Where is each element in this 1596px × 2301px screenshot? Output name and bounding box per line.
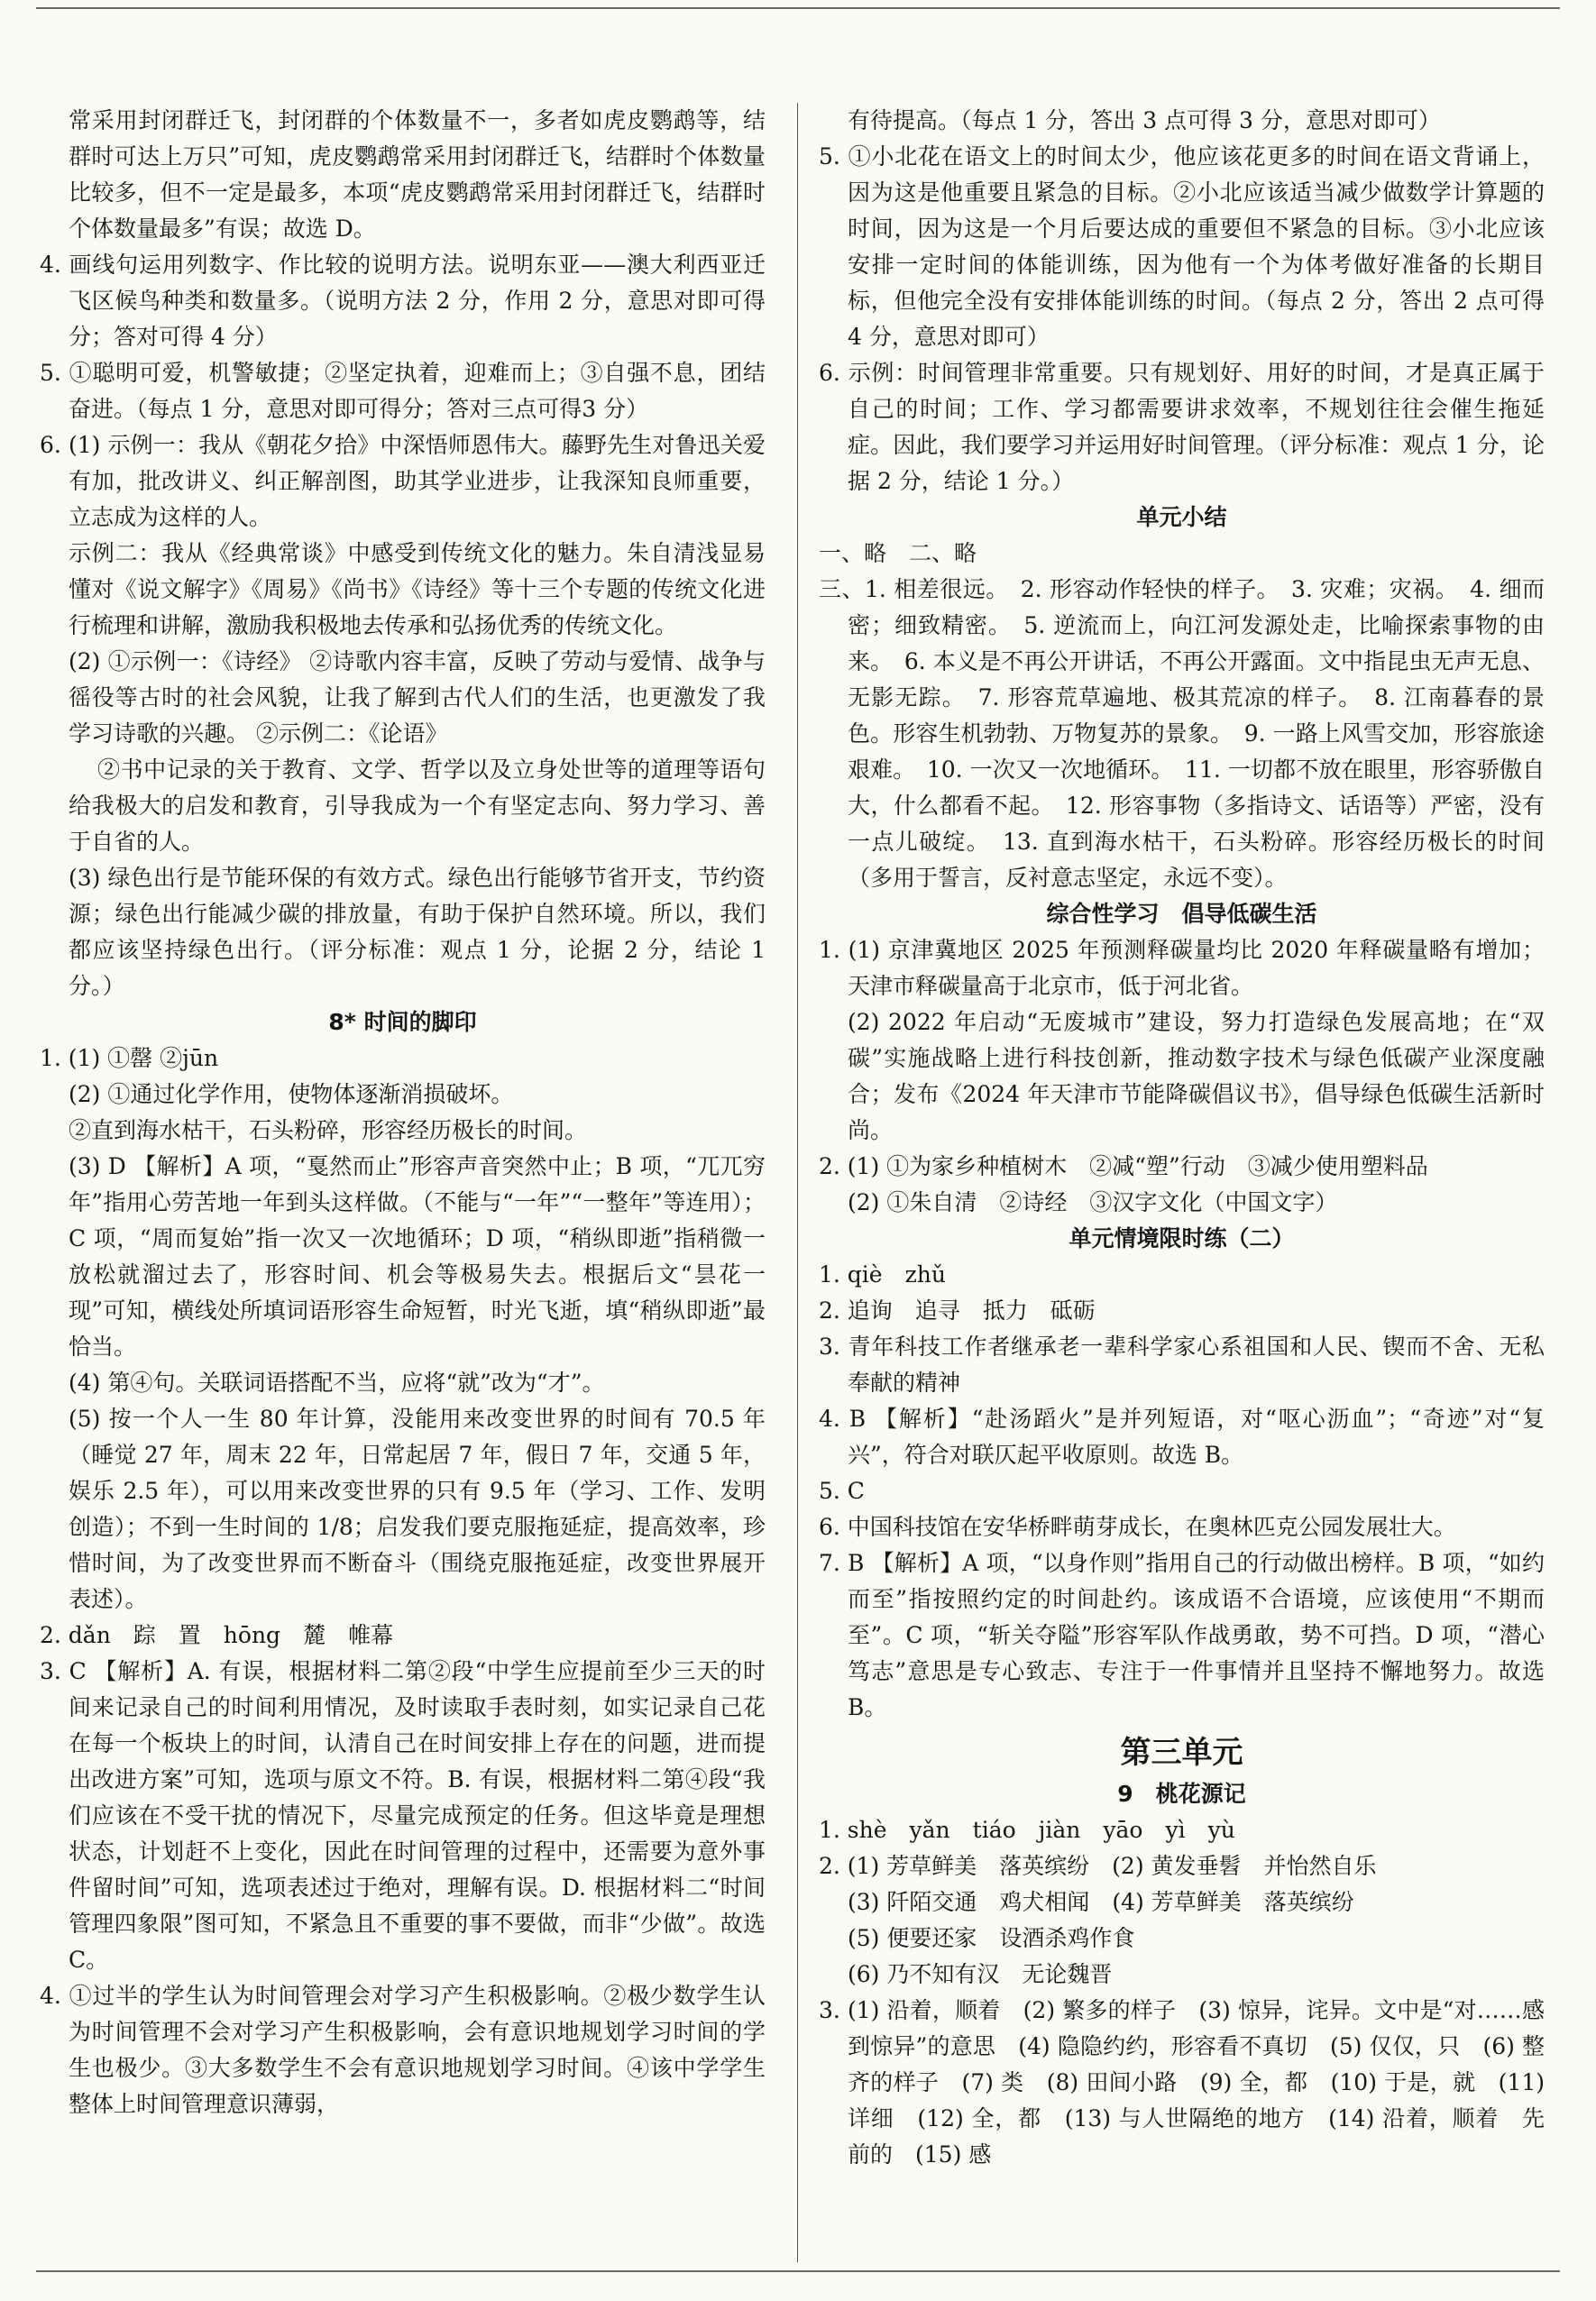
answer-paragraph: 2. 追询 追寻 抵力 砥砺 — [819, 1297, 1096, 1324]
answer-paragraph: 4. ①过半的学生认为时间管理会对学习产生积极影响。②极少数学生认为时间管理不会对学习产生积极影响，会有意识地规划学习时间的学生也极少。③大多数学生不会有意识地规划学习时间。④该中学学生整体上时间管理意识薄弱， — [40, 1983, 766, 2117]
answer-paragraph: 示例二：我从《经典常谈》中感受到传统文化的魅力。朱自清浅显易懂对《说文解字》《周易》《尚书》《诗经》等十三个专题的传统文化进行梳理和讲解，激励我积极地去传承和弘扬优秀的传统文化。 — [69, 540, 766, 638]
section-heading: 单元情境限时练（二） — [1069, 1225, 1295, 1251]
answer-paragraph: 1. (1) ①罄 ②jūn — [40, 1045, 219, 1071]
top-rule — [36, 7, 1560, 9]
answer-paragraph: 1. (1) 京津冀地区 2025 年预测释碳量均比 2020 年释碳量略有增加；天津市释碳量高于北京市，低于河北省。 — [819, 937, 1545, 999]
answer-paragraph: 1. qiè zhǔ — [819, 1261, 946, 1288]
left-column — [40, 103, 766, 2122]
unit-title: 第三单元 — [1120, 1735, 1243, 1771]
answer-paragraph: 5. ①聪明可爱，机警敏捷；②坚定执着，迎难而上；③自强不息，团结奋进。（每点 1 分，意思对即可得分；答对三点可得3 分） — [40, 360, 766, 422]
answer-paragraph: 6. (1) 示例一：我从《朝花夕拾》中深悟师恩伟大。藤野先生对鲁迅关爱有加，批改讲义、纠正解剖图，助其学业进步，让我深知良师重要，立志成为这样的人。 — [40, 432, 766, 530]
answer-paragraph: (4) 第④句。关联词语搭配不当，应将“就”改为“才”。 — [69, 1370, 605, 1396]
answer-paragraph: 2. dǎn 踪 置 hōng 麓 帷幕 — [40, 1622, 394, 1648]
section-heading: 8* 时间的脚印 — [328, 1009, 477, 1035]
answer-paragraph: 6. 中国科技馆在安华桥畔萌芽成长，在奥林匹克公园发展壮大。 — [819, 1514, 1456, 1540]
answer-paragraph: (2) 2022 年启动“无废城市”建设，努力打造绿色发展高地；在“双碳”实施战略上进行科技创新，推动数字技术与绿色低碳产业深度融合；发布《2024 年天津市节能降碳倡议书》，倡导绿色低碳生活新时尚。 — [848, 1009, 1545, 1143]
answer-paragraph: (2) ①示例一：《诗经》 ②诗歌内容丰富，反映了劳动与爱情、战争与徭役等古时的社会风貌，让我了解到古代人们的生活，也更激发了我学习诗歌的兴趣。 ②示例二：《论语》 — [69, 648, 766, 747]
answer-paragraph: (3) D 【解析】A 项，“戛然而止”形容声音突然中止；B 项，“兀兀穷年”指用心劳苦地一年到头这样做。（不能与“一年”“一整年”等连用）；C 项，“周而复始”指一次又一次地循环；D 项，“稍纵即逝”指稍微一放松就溜过去了，形容时间、机会等极易失去。根据后文“昙花一现”可知，横线处所填词语形容生命短暂，时光飞逝，填“稍纵即逝”最恰当。 — [69, 1153, 766, 1360]
answer-paragraph: 5. ①小北花在语文上的时间太少，他应该花更多的时间在语文背诵上，因为这是他重要且紧急的目标。②小北应该适当减少做数学计算题的时间，因为这是一个月后要达成的重要但不紧急的目标。③小北应该安排一定时间的体能训练，因为他有一个为体考做好准备的长期目标，但他完全没有安排体能训练的时间。（每点 2 分，答出 2 点可得 4 分，意思对即可） — [819, 143, 1545, 350]
answer-paragraph: 5. C — [819, 1478, 865, 1504]
answer-paragraph: 2. (1) ①为家乡种植树木 ②减“塑”行动 ③减少使用塑料品 — [819, 1153, 1428, 1179]
answer-paragraph: (2) ①朱自清 ②诗经 ③汉字文化（中国文字） — [848, 1189, 1338, 1215]
answer-paragraph: (2) ①通过化学作用，使物体逐渐消损破坏。 — [69, 1081, 514, 1107]
answer-paragraph: 4. B 【解析】“赴汤蹈火”是并列短语，对“呕心沥血”；“奇迹”对“复兴”，符合对联仄起平收原则。故选 B。 — [819, 1406, 1545, 1468]
answer-paragraph: 7. B 【解析】A 项，“以身作则”指用自己的行动做出榜样。B 项，“如约而至”指按照约定的时间赴约。该成语不合语境，应该使用“不期而至”。C 项，“斩关夺隘”形容军队作战勇敢，势不可挡。D 项，“潜心笃志”意思是专心致志、专注于一件事情并且坚持不懈地努力。故选 B。 — [819, 1550, 1545, 1720]
answer-paragraph: 3. 青年科技工作者继承老一辈科学家心系祖国和人民、锲而不舍、无私奉献的精神 — [819, 1334, 1545, 1396]
answer-paragraph: (5) 按一个人一生 80 年计算，没能用来改变世界的时间有 70.5 年（睡觉 27 年，周末 22 年，日常起居 7 年，假日 7 年，交通 5 年，娱乐 2.5 年），可以用来改变世界的只有 9.5 年（学习、工作、发明创造）；不到一生时间的 1/8；启发我们要克服拖延症，提高效率，珍惜时间，为了改变世界而不断奋斗（围绕克服拖延症，改变世界展开表述）。 — [69, 1406, 766, 1612]
right-column — [819, 103, 1545, 2173]
answer-paragraph: 2. (1) 芳草鲜美 落英缤纷 (2) 黄发垂髫 并怡然自乐 — [819, 1853, 1377, 1879]
answer-paragraph: ②书中记录的关于教育、文学、哲学以及立身处世等的道理等语句给我极大的启发和教育，引导我成为一个有坚定志向、努力学习、善于自省的人。 — [69, 756, 766, 855]
answer-paragraph: 常采用封闭群迁飞，封闭群的个体数量不一，多者如虎皮鹦鹉等，结群时可达上万只”可知，虎皮鹦鹉常采用封闭群迁飞，结群时个体数量比较多，但不一定是最多，本项“虎皮鹦鹉常采用封闭群迁飞，结群时个体数量最多”有误；故选 D。 — [69, 107, 766, 242]
answer-paragraph: 有待提高。（每点 1 分，答出 3 点可得 3 分，意思对即可） — [848, 107, 1441, 133]
section-heading: 9 桃花源记 — [1117, 1781, 1246, 1807]
answer-paragraph: (5) 便要还家 设酒杀鸡作食 — [848, 1925, 1135, 1951]
answer-paragraph: (6) 乃不知有汉 无论魏晋 — [848, 1961, 1113, 1987]
answer-paragraph: (3) 绿色出行是节能环保的有效方式。绿色出行能够节省开支，节约资源；绿色出行能减少碳的排放量，有助于保护自然环境。所以，我们都应该坚持绿色出行。（评分标准：观点 1 分，论据 2 分，结论 1 分。） — [69, 865, 766, 999]
answer-paragraph: ②直到海水枯干，石头粉碎，形容经历极长的时间。 — [69, 1117, 588, 1143]
answer-paragraph: 1. shè yǎn tiáo jiàn yāo yì yù — [819, 1817, 1235, 1843]
answer-paragraph: 三、1. 相差很远。 2. 形容动作轻快的样子。 3. 灾难；灾祸。 4. 细而密；细致精密。 5. 逆流而上，向江河发源处走，比喻探索事物的由来。 6. 本义是不再公开讲话，不再公开露面。文中指昆虫无声无息、无影无踪。 7. 形容荒草遍地、极其荒凉的样子。 8. 江南暮春的景色。形容生机勃勃、万物复苏的景象。 9. 一路上风雪交加，形容旅途艰难。 10. 一次又一次地循环。 11. 一切都不放在眼里，形容骄傲自大，什么都看不起。 12. 形容事物（多指诗文、话语等）严密，没有一点儿破绽。 13. 直到海水枯干，石头粉碎。形容经历极长的时间（多用于誓言，反衬意志坚定，永远不变）。 — [819, 576, 1545, 891]
answer-paragraph: 3. C 【解析】A. 有误，根据材料二第②段“中学生应提前至少三天的时间来记录自己的时间利用情况，及时读取手表时刻，如实记录自己花在每一个板块上的时间，认清自己在时间安排上存在的问题，进而提出改进方案”可知，选项与原文不符。B. 有误，根据材料二第④段“我们应该在不受干扰的情况下，尽量完成预定的任务。但这毕竟是理想状态，计划赶不上变化，因此在时间管理的过程中，还需要为意外事件留时间”可知，选项表述过于绝对，理解有误。D. 根据材料二“时间管理四象限”图可知，不紧急且不重要的事不要做，而非“少做”。故选 C。 — [40, 1658, 766, 1973]
answer-paragraph: (3) 阡陌交通 鸡犬相闻 (4) 芳草鲜美 落英缤纷 — [848, 1889, 1354, 1915]
section-heading: 综合性学习 倡导低碳生活 — [1046, 901, 1317, 927]
answer-paragraph: 6. 示例：时间管理非常重要。只有规划好、用好的时间，才是真正属于自己的时间；工作、学习都需要讲求效率，不规划往往会催生拖延症。因此，我们要学习并运用好时间管理。（评分标准：观点 1 分，论据 2 分，结论 1 分。） — [819, 360, 1545, 494]
bottom-rule — [36, 2270, 1560, 2272]
column-divider — [797, 103, 798, 2262]
section-heading: 单元小结 — [1136, 504, 1227, 530]
answer-paragraph: 一、略 二、略 — [819, 540, 977, 566]
answer-paragraph: 3. (1) 沿着，顺着 (2) 繁多的样子 (3) 惊异，诧异。文中是“对……感到惊异”的意思 (4) 隐隐约约，形容看不真切 (5) 仅仅，只 (6) 整齐的样子 (7) 类 (8) 田间小路 (9) 全，都 (10) 于是，就 (11) 详细 (12) 全，都 (13) 与人世隔绝的地方 (14) 沿着，顺着 先前的 (15) 感 — [819, 1997, 1545, 2168]
answer-paragraph: 4. 画线句运用列数字、作比较的说明方法。说明东亚——澳大利西亚迁飞区候鸟种类和数量多。（说明方法 2 分，作用 2 分，意思对即可得分；答对可得 4 分） — [40, 252, 766, 350]
